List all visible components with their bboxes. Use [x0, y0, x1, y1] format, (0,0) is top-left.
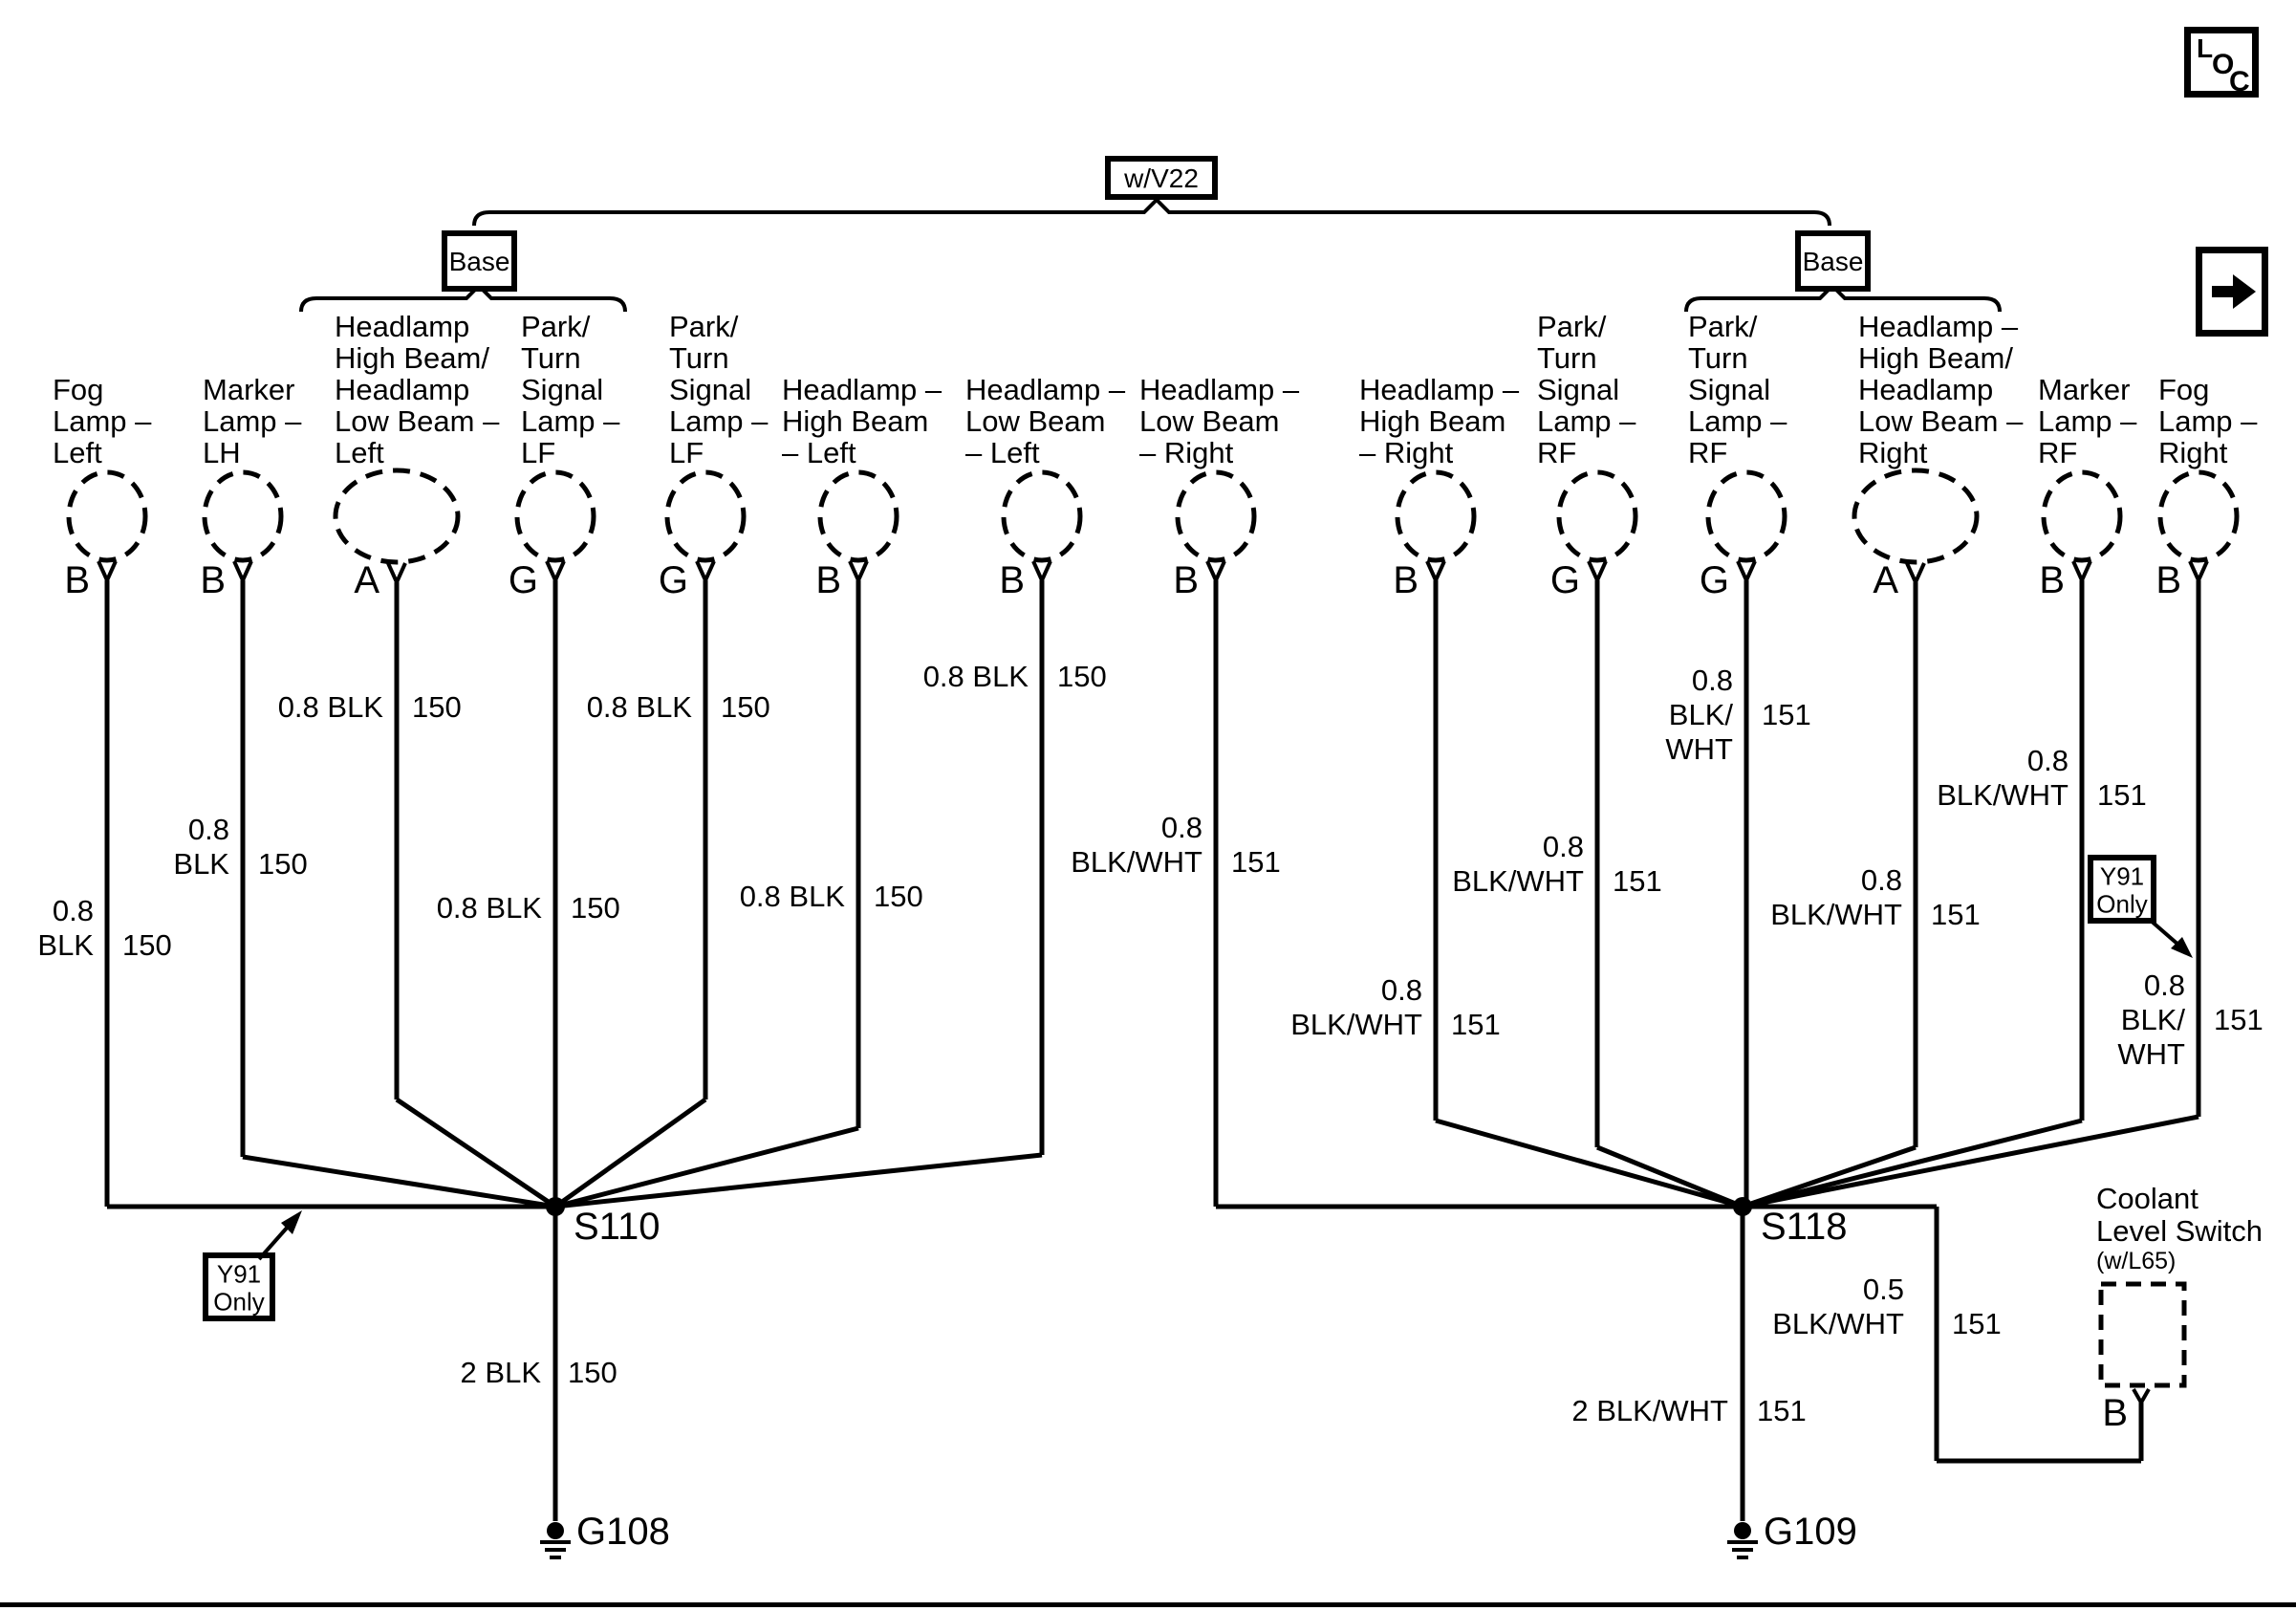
park-turn-signal-lf-2-pin-fork [697, 561, 705, 580]
park-turn-signal-rf-2-label: RF [1688, 436, 1728, 469]
headlamp-high-low-right-gauge: 0.8 [1860, 863, 1902, 897]
y91-only-left-box-label: Y91 [216, 1259, 262, 1289]
park-turn-signal-lf-1-label: LF [521, 436, 556, 469]
loc-letter-c: C [2229, 66, 2250, 98]
park-turn-signal-lf-2-circuit: 150 [721, 690, 770, 724]
headlamp-low-beam-right-gauge: 0.8 [1160, 811, 1202, 844]
marker-lamp-lh-gauge: 0.8 [187, 813, 229, 846]
headlamp-high-low-right-connector-oval [1854, 470, 1977, 562]
fog-lamp-right-label: Lamp – [2158, 404, 2258, 438]
headlamp-high-beam-left-circuit: 150 [874, 880, 923, 913]
headlamp-high-beam-left-pin-fork [858, 561, 867, 580]
fog-lamp-right-pin-fork [2190, 561, 2199, 580]
headlamp-low-beam-left-pin-letter: B [999, 559, 1025, 601]
headlamp-high-low-right-label: High Beam/ [1858, 341, 2013, 375]
headlamp-high-beam-left-connector-oval [820, 472, 897, 560]
fog-lamp-left-circuit: 150 [122, 928, 172, 962]
marker-lamp-rf-pin-fork [2073, 561, 2082, 580]
headlamp-high-low-right-gauge: BLK/WHT [1770, 898, 1902, 931]
coolant-level-switch-variant: (w/L65) [2096, 1248, 2177, 1274]
headlamp-high-low-right-pin-fork [1916, 563, 1924, 582]
headlamp-low-beam-left-label: – Left [965, 436, 1040, 469]
park-turn-signal-lf-2-label: Turn [669, 341, 729, 375]
park-turn-signal-lf-1-label: Park/ [521, 310, 591, 343]
marker-lamp-lh-circuit: 150 [258, 847, 308, 881]
s118-ground-wire-gauge: 2 BLK/WHT [1571, 1394, 1728, 1427]
fog-lamp-right-pin-letter: B [2155, 559, 2181, 601]
park-turn-signal-lf-1-circuit: 150 [571, 891, 620, 925]
loc-letter-l: L [2197, 33, 2214, 63]
s110-ground-wire-gauge: 2 BLK [460, 1356, 541, 1389]
headlamp-high-low-right-label: Headlamp – [1858, 310, 2019, 343]
marker-lamp-rf-gauge: 0.8 [2026, 744, 2069, 777]
park-turn-signal-rf-2-circuit: 151 [1762, 698, 1811, 731]
y91-only-right-box-label: Only [2096, 889, 2148, 919]
park-turn-signal-lf-2-pin-letter: G [658, 559, 688, 601]
headlamp-low-beam-right-label: – Right [1139, 436, 1234, 469]
headlamp-high-beam-right-pin-letter: B [1393, 559, 1419, 601]
headlamp-low-beam-right-pin-fork [1207, 561, 1216, 580]
G108-ground-label: G108 [576, 1511, 670, 1553]
headlamp-high-beam-right-label: Headlamp – [1359, 373, 1520, 406]
park-turn-signal-rf-1-label: RF [1537, 436, 1577, 469]
headlamp-high-low-left-label: Left [335, 436, 384, 469]
headlamp-high-beam-left-pin-fork [850, 561, 858, 580]
right-arrow-icon [2202, 253, 2262, 330]
headlamp-high-beam-left-label: – Left [782, 436, 856, 469]
headlamp-low-beam-right-gauge: BLK/WHT [1071, 845, 1202, 879]
headlamp-low-beam-left-connector-oval [1004, 472, 1080, 560]
G109-ground-label: G109 [1764, 1511, 1857, 1553]
headlamp-low-beam-left-label: Headlamp – [965, 373, 1126, 406]
marker-lamp-rf-label: RF [2038, 436, 2078, 469]
headlamp-low-beam-right-circuit: 151 [1231, 845, 1281, 879]
headlamp-high-beam-left-label: Headlamp – [782, 373, 942, 406]
G109-ground-icon [1734, 1522, 1751, 1539]
park-turn-signal-lf-2-label: Signal [669, 373, 752, 406]
headlamp-high-low-right-circuit: 151 [1931, 898, 1981, 931]
park-turn-signal-lf-1-pin-fork [547, 561, 555, 580]
headlamp-low-beam-right-label: Headlamp – [1139, 373, 1300, 406]
fog-lamp-right-gauge: WHT [2117, 1037, 2185, 1071]
fog-lamp-left-pin-letter: B [64, 559, 90, 601]
park-turn-signal-lf-2-label: Lamp – [669, 404, 769, 438]
headlamp-high-beam-right-pin-fork [1436, 561, 1444, 580]
headlamp-high-beam-right-pin-fork [1427, 561, 1436, 580]
fog-lamp-left-gauge: 0.8 [52, 894, 94, 927]
coolant-level-switch-title: Coolant [2096, 1182, 2199, 1215]
fog-lamp-left-label: Left [53, 436, 102, 469]
park-turn-signal-rf-1-label: Lamp – [1537, 404, 1636, 438]
loc-button[interactable] [2184, 27, 2259, 98]
park-turn-signal-rf-2-label: Park/ [1688, 310, 1758, 343]
park-turn-signal-lf-1-gauge: 0.8 BLK [436, 891, 542, 925]
headlamp-high-low-right-pin-letter: A [1873, 559, 1898, 601]
park-turn-signal-rf-1-pin-letter: G [1549, 559, 1580, 601]
S110-splice-label: S110 [574, 1206, 661, 1248]
park-turn-signal-rf-2-pin-letter: G [1699, 559, 1729, 601]
park-turn-signal-lf-1-label: Signal [521, 373, 604, 406]
fog-lamp-right-pin-fork [2199, 561, 2207, 580]
S118-splice-label: S118 [1761, 1206, 1848, 1248]
marker-lamp-lh-pin-fork [243, 561, 251, 580]
park-turn-signal-rf-2-label: Signal [1688, 373, 1771, 406]
fog-lamp-right-gauge: BLK/ [2120, 1003, 2185, 1036]
headlamp-low-beam-left-gauge: 0.8 BLK [922, 660, 1029, 693]
marker-lamp-lh-label: LH [203, 436, 241, 469]
park-turn-signal-rf-2-pin-fork [1738, 561, 1746, 580]
park-turn-signal-rf-1-circuit: 151 [1613, 864, 1662, 898]
park-turn-signal-lf-2-pin-fork [705, 561, 714, 580]
park-turn-signal-rf-1-pin-fork [1597, 561, 1606, 580]
park-turn-signal-lf-1-connector-oval [517, 472, 594, 560]
marker-lamp-lh-connector-oval [205, 472, 281, 560]
headlamp-high-beam-left-gauge: 0.8 BLK [739, 880, 845, 913]
marker-lamp-lh-label: Marker [203, 373, 295, 406]
fog-lamp-right-connector-oval [2160, 472, 2237, 560]
headlamp-low-beam-left-pin-fork [1042, 561, 1051, 580]
park-turn-signal-lf-2-label: Park/ [669, 310, 739, 343]
headlamp-high-low-right-pin-fork [1907, 563, 1916, 582]
fog-lamp-left-pin-fork [98, 561, 107, 580]
headlamp-high-low-left-label: High Beam/ [335, 341, 489, 375]
wv22-brace [474, 200, 1830, 226]
coolant-pin-fork [2141, 1389, 2149, 1403]
headlamp-high-beam-left-wire-diagonal [555, 1128, 858, 1207]
headlamp-high-beam-right-circuit: 151 [1451, 1008, 1501, 1041]
marker-lamp-lh-label: Lamp – [203, 404, 302, 438]
park-turn-signal-rf-1-pin-fork [1589, 561, 1597, 580]
park-turn-signal-rf-2-gauge: BLK/ [1668, 698, 1733, 731]
headlamp-high-low-left-wire-diagonal [397, 1099, 555, 1207]
fog-lamp-right-label: Fog [2158, 373, 2210, 406]
marker-lamp-rf-label: Lamp – [2038, 404, 2137, 438]
marker-lamp-rf-pin-fork [2082, 561, 2090, 580]
headlamp-low-beam-right-pin-fork [1216, 561, 1224, 580]
headlamp-low-beam-right-connector-oval [1178, 472, 1254, 560]
fog-lamp-right-circuit: 151 [2214, 1003, 2264, 1036]
headlamp-high-beam-right-connector-oval [1397, 472, 1474, 560]
G108-ground-icon [547, 1522, 564, 1539]
coolant-level-switch-title: Level Switch [2096, 1214, 2264, 1248]
coolant-level-switch-outline [2101, 1284, 2184, 1385]
headlamp-high-beam-right-gauge: BLK/WHT [1290, 1008, 1422, 1041]
next-page-button[interactable] [2196, 247, 2268, 337]
marker-lamp-lh-pin-letter: B [200, 559, 226, 601]
headlamp-high-low-left-pin-fork [388, 563, 397, 582]
coolant-pin-letter: B [2102, 1392, 2128, 1434]
fog-lamp-left-label: Lamp – [53, 404, 152, 438]
coolant-branch-circuit: 151 [1952, 1307, 2002, 1340]
park-turn-signal-rf-1-gauge: 0.8 [1542, 830, 1584, 863]
headlamp-high-low-right-label: Right [1858, 436, 1928, 469]
headlamp-high-low-left-circuit: 150 [412, 690, 462, 724]
headlamp-high-beam-right-wire-diagonal [1436, 1121, 1743, 1207]
headlamp-high-low-left-label: Headlamp [335, 310, 470, 343]
headlamp-high-low-left-label: Low Beam – [335, 404, 500, 438]
y91-only-right-box-label: Y91 [2099, 861, 2145, 891]
headlamp-high-beam-right-label: High Beam [1359, 404, 1506, 438]
marker-lamp-rf-wire-diagonal [1743, 1121, 2082, 1207]
park-turn-signal-rf-2-label: Lamp – [1688, 404, 1787, 438]
page-bottom-rule [0, 1602, 2296, 1607]
park-turn-signal-rf-2-label: Turn [1688, 341, 1748, 375]
park-turn-signal-lf-2-connector-oval [667, 472, 744, 560]
park-turn-signal-rf-2-gauge: 0.8 [1691, 664, 1733, 697]
headlamp-high-beam-right-gauge: 0.8 [1380, 973, 1422, 1007]
marker-lamp-rf-gauge: BLK/WHT [1937, 778, 2069, 812]
park-turn-signal-rf-1-label: Turn [1537, 341, 1597, 375]
headlamp-high-low-left-label: Headlamp [335, 373, 470, 406]
headlamp-high-beam-left-label: High Beam [782, 404, 929, 438]
marker-lamp-rf-circuit: 151 [2097, 778, 2147, 812]
headlamp-low-beam-left-circuit: 150 [1057, 660, 1107, 693]
coolant-branch-gauge: 0.5 [1862, 1273, 1904, 1306]
s110-ground-wire-circuit: 150 [568, 1356, 617, 1389]
park-turn-signal-rf-1-label: Signal [1537, 373, 1620, 406]
park-turn-signal-rf-2-gauge: WHT [1665, 732, 1733, 766]
coolant-branch-gauge: BLK/WHT [1772, 1307, 1904, 1340]
park-turn-signal-lf-2-wire-diagonal [555, 1099, 705, 1207]
headlamp-low-beam-right-label: Low Beam [1139, 404, 1280, 438]
base-right-box-label: Base [1802, 247, 1864, 276]
park-turn-signal-rf-1-wire-diagonal [1597, 1147, 1743, 1207]
fog-lamp-right-gauge: 0.8 [2143, 969, 2185, 1002]
park-turn-signal-rf-2-connector-oval [1708, 472, 1785, 560]
headlamp-high-beam-left-pin-letter: B [815, 559, 841, 601]
park-turn-signal-lf-1-label: Lamp – [521, 404, 620, 438]
park-turn-signal-lf-2-label: LF [669, 436, 704, 469]
headlamp-high-low-right-label: Low Beam – [1858, 404, 2024, 438]
park-turn-signal-lf-1-pin-letter: G [508, 559, 538, 601]
headlamp-low-beam-right-pin-letter: B [1173, 559, 1199, 601]
fog-lamp-left-gauge: BLK [37, 928, 94, 962]
fog-lamp-left-pin-fork [107, 561, 116, 580]
marker-lamp-lh-wire-diagonal [243, 1157, 555, 1207]
park-turn-signal-lf-2-gauge: 0.8 BLK [586, 690, 692, 724]
park-turn-signal-lf-1-pin-fork [555, 561, 564, 580]
marker-lamp-rf-connector-oval [2044, 472, 2120, 560]
headlamp-low-beam-left-pin-fork [1033, 561, 1042, 580]
headlamp-low-beam-left-label: Low Beam [965, 404, 1106, 438]
park-turn-signal-rf-1-label: Park/ [1537, 310, 1607, 343]
marker-lamp-rf-label: Marker [2038, 373, 2131, 406]
headlamp-high-low-left-connector-oval [336, 470, 458, 562]
headlamp-high-low-left-pin-letter: A [354, 559, 379, 601]
loc-letter-o: O [2212, 49, 2235, 80]
park-turn-signal-lf-1-label: Turn [521, 341, 581, 375]
s118-ground-wire-circuit: 151 [1757, 1394, 1807, 1427]
marker-lamp-lh-pin-fork [234, 561, 243, 580]
fog-lamp-right-label: Right [2158, 436, 2228, 469]
wv22-box-label: w/V22 [1124, 163, 1199, 193]
headlamp-high-low-right-label: Headlamp [1858, 373, 1994, 406]
park-turn-signal-rf-2-pin-fork [1746, 561, 1755, 580]
park-turn-signal-rf-1-connector-oval [1559, 472, 1635, 560]
fog-lamp-left-label: Fog [53, 373, 104, 406]
headlamp-high-low-left-gauge: 0.8 BLK [277, 690, 383, 724]
y91-only-left-box-label: Only [213, 1287, 265, 1317]
marker-lamp-lh-gauge: BLK [173, 847, 229, 881]
marker-lamp-rf-pin-letter: B [2039, 559, 2065, 601]
base-left-box-label: Base [448, 247, 510, 276]
headlamp-high-low-left-pin-fork [397, 563, 405, 582]
headlamp-high-beam-right-label: – Right [1359, 436, 1454, 469]
park-turn-signal-rf-1-gauge: BLK/WHT [1452, 864, 1584, 898]
y91-right-arrow [2150, 920, 2179, 946]
headlamp-low-beam-left-wire-diagonal [555, 1155, 1042, 1207]
coolant-pin-fork [2134, 1389, 2141, 1403]
fog-lamp-left-connector-oval [69, 472, 145, 560]
